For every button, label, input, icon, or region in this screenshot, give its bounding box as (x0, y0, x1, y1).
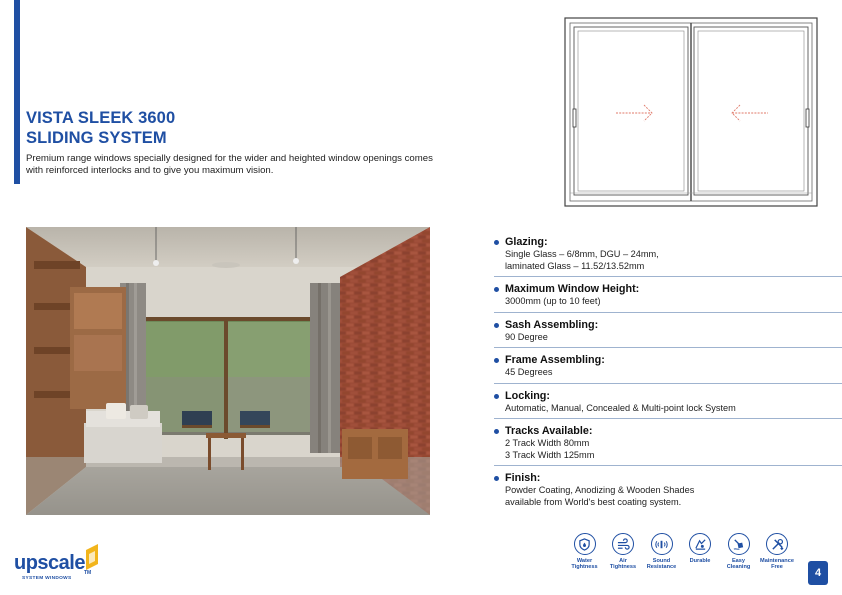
spec-value: 90 Degree (505, 331, 548, 342)
feature-label: Sound (652, 558, 671, 564)
bullet-icon (494, 476, 499, 481)
cleaning-icon (732, 538, 745, 551)
feature-label: Easy (731, 558, 746, 564)
bullet-icon (494, 429, 499, 434)
feature-label: Water (576, 558, 593, 564)
page-number: 4 (808, 561, 828, 585)
feature-label: Cleaning (726, 564, 751, 571)
feature-label: Durable (689, 558, 711, 564)
spec-value: 3 Track Width 125mm (505, 449, 595, 460)
spec-value: 45 Degrees (505, 367, 553, 377)
spec-value: Automatic, Manual, Concealed & Multi-point lock System (505, 402, 736, 413)
feature-label: Tightness (571, 564, 598, 571)
spec-title: Glazing: (505, 236, 548, 248)
feature-air-tightness (605, 533, 642, 571)
wind-icon (617, 538, 630, 551)
bullet-icon (494, 394, 499, 399)
logo-tm: TM (84, 570, 92, 576)
bullet-icon (494, 240, 499, 245)
logo-mark-icon (84, 544, 100, 570)
shield-drop-icon (578, 538, 591, 551)
accent-bar (14, 0, 20, 184)
spec-value: available from World's best coating system. (505, 496, 682, 507)
feature-water-tightness (566, 533, 603, 571)
living-room-photo (26, 227, 430, 515)
spec-frame-assembling (494, 354, 842, 384)
logo-wordmark: upscale (14, 552, 85, 574)
spec-value: Powder Coating, Anodizing & Wooden Shades (505, 485, 695, 495)
spec-title: Finish: (505, 472, 541, 484)
feature-easy-cleaning (720, 533, 757, 571)
title-line-2: SLIDING SYSTEM (26, 129, 167, 147)
spec-value: 2 Track Width 80mm (505, 438, 590, 448)
spec-title: Frame Assembling: (505, 354, 605, 366)
feature-durable (682, 533, 719, 571)
feature-label: Tightness (609, 564, 637, 571)
bullet-icon (494, 287, 499, 292)
spec-sash-assembling (494, 319, 842, 349)
sound-icon (655, 538, 668, 551)
feature-label: Resistance (646, 564, 677, 571)
durable-icon (694, 538, 707, 551)
spec-title: Tracks Available: (505, 425, 593, 437)
feature-label: Maintenance (760, 558, 794, 564)
spec-max-height (494, 283, 842, 313)
tools-icon (771, 538, 784, 551)
logo-subtitle: SYSTEM WINDOWS (22, 576, 72, 581)
spec-tracks (494, 425, 842, 466)
feature-sound-resistance (643, 533, 680, 571)
product-description: Premium range windows specially designed for the wider and heighted window openings comes with reinforced interlocks and to give you maximum vision. (26, 153, 433, 176)
spec-title: Sash Assembling: (505, 318, 599, 331)
upscale-logo (14, 544, 114, 584)
bullet-icon (494, 358, 499, 363)
spec-value: Single Glass – 6/8mm, DGU – 24mm, (505, 249, 659, 259)
bullet-icon (494, 323, 499, 328)
spec-value: 3000mm (up to 10 feet) (505, 296, 601, 306)
specifications-list (494, 236, 842, 518)
feature-maintenance-free (759, 533, 796, 571)
spec-locking (494, 390, 842, 420)
spec-title: Maximum Window Height: (505, 283, 640, 295)
spec-finish (494, 472, 842, 512)
feature-icons (566, 533, 797, 571)
window-diagram (564, 17, 818, 207)
spec-value: laminated Glass – 11.52/13.52mm (505, 260, 645, 271)
page-title (26, 108, 175, 148)
spec-title: Locking: (505, 389, 550, 402)
feature-label: Air (619, 558, 627, 564)
spec-glazing (494, 236, 842, 277)
title-line-1: VISTA SLEEK 3600 (26, 109, 176, 127)
feature-label: Free (771, 564, 783, 571)
